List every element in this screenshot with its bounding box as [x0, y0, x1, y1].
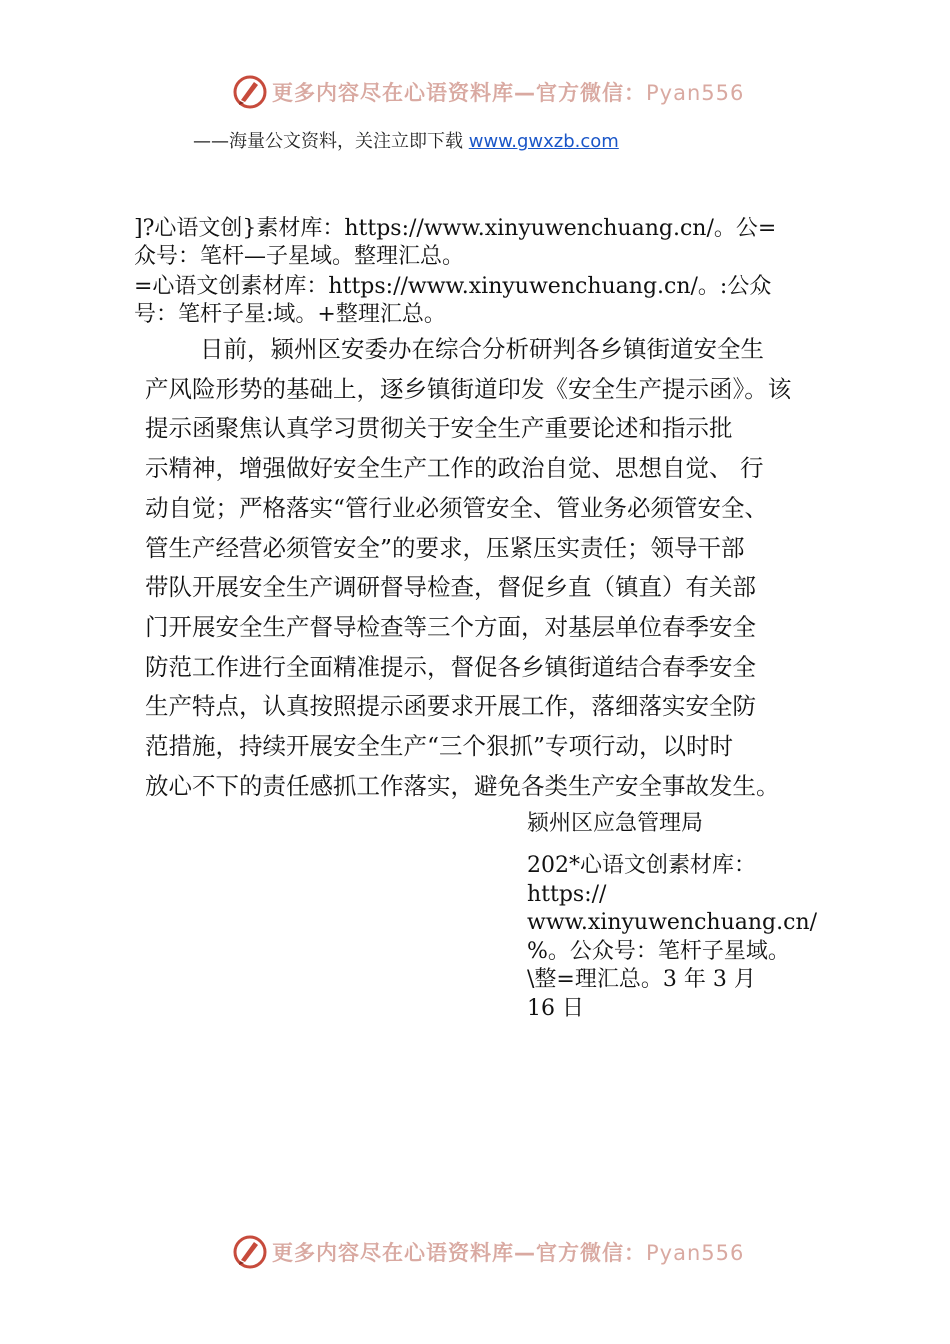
date-line: 202*心语文创素材库：: [527, 853, 756, 878]
body-paragraph: [145, 330, 825, 806]
watermark-line-2: 众号：笔杆—子星域。整理汇总。: [134, 244, 465, 269]
body-line: 提示函聚焦认真学习贯彻关于安全生产重要论述和指示批: [145, 414, 733, 443]
watermark-line-4: 号：笔杆子星:域。+整理汇总。: [134, 302, 446, 327]
watermark-line-1: ]?心语文创}素材库：https://www.xinyuwenchuang.cn/。公=: [134, 216, 777, 241]
watermark-line-3: =心语文创素材库：https://www.xinyuwenchuang.cn/。:公众: [134, 274, 772, 299]
body-line: 示精神，增强做好安全生产工作的政治自觉、思想自觉、 行: [145, 454, 764, 483]
date-line: www.xinyuwenchuang.cn/: [527, 910, 818, 935]
date-block: [527, 852, 817, 1023]
signature: 颍州区应急管理局: [527, 811, 704, 836]
date-line: \整=理汇总。3 年 3 月: [527, 967, 756, 992]
date-line: 16 日: [527, 995, 584, 1021]
download-link[interactable]: www.gwxzb.com: [468, 131, 619, 152]
body-line: 范措施，持续开展安全生产“三个狠抓”专项行动，以时时: [145, 732, 734, 761]
header-banner: [232, 72, 744, 112]
download-subline: ——海量公文资料，关注立即下载 www.gwxzb.com: [193, 131, 619, 152]
body-line: 动自觉；严格落实“管行业必须管安全、管业务必须管安全、: [145, 493, 769, 522]
body-line: 日前，颍州区安委办在综合分析研判各乡镇街道安全生: [153, 335, 764, 363]
body-line: 防范工作进行全面精准提示，督促各乡镇街道结合春季安全: [145, 652, 756, 681]
body-line: 放心不下的责任感抓工作落实，避免各类生产安全事故发生。: [145, 771, 780, 800]
body-line: 门开展安全生产督导检查等三个方面，对基层单位春季安全: [145, 612, 756, 641]
banner-text: 更多内容尽在心语资料库—官方微信：Pyan556: [272, 81, 745, 105]
body-line: 生产特点，认真按照提示函要求开展工作，落细落实安全防: [145, 692, 756, 721]
brush-logo-icon: [232, 1234, 268, 1270]
date-line: https://: [527, 881, 607, 907]
body-line: 产风险形势的基础上，逐乡镇街道印发《安全生产提示函》。该: [145, 374, 792, 403]
body-line: 带队开展安全生产调研督导检查，督促乡直（镇直）有关部: [145, 573, 756, 602]
date-line: %。公众号：笔杆子星域。: [527, 938, 790, 964]
banner-text: 更多内容尽在心语资料库—官方微信：Pyan556: [272, 1241, 745, 1265]
body-line: 管生产经营必须管安全”的要求，压紧压实责任；领导干部: [145, 533, 745, 562]
footer-banner: [232, 1232, 744, 1272]
brush-logo-icon: [232, 74, 268, 110]
